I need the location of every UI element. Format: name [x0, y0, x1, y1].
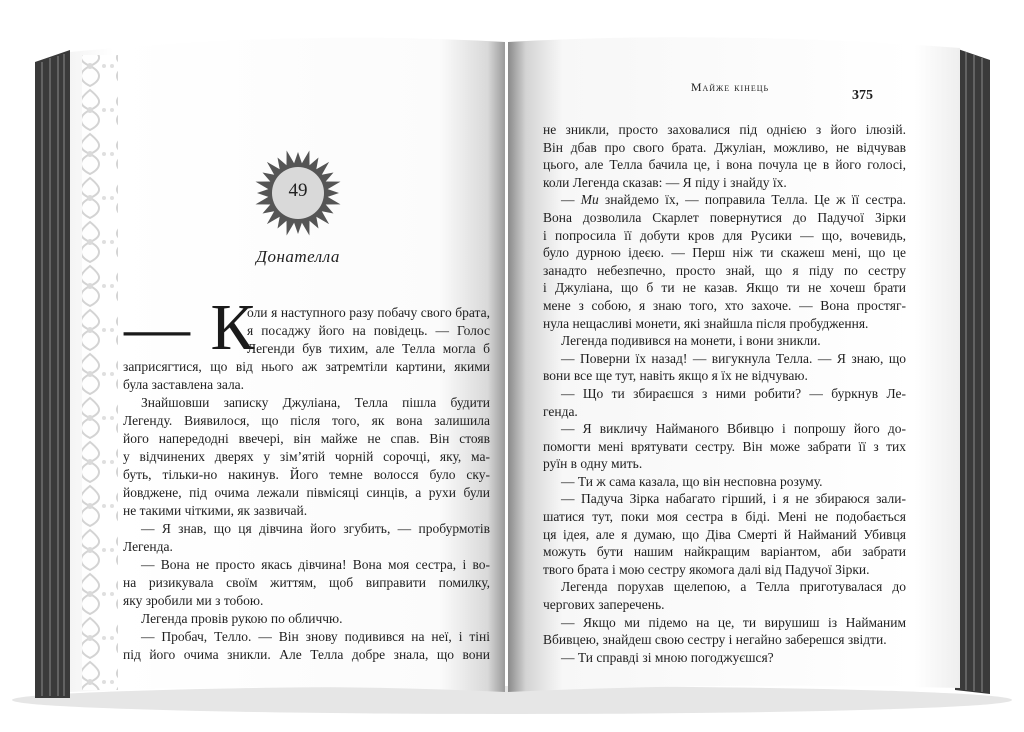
text-line: було дурною ідеєю. — Перш ніж ти скажеш мені, що це: [543, 245, 906, 261]
text-line: мене з собою, я знаю того, хто захоче. — Вона простяг-: [543, 297, 906, 313]
text-line: — Що ти збираєшся з ними робити? — буркнув Ле-: [561, 385, 906, 401]
text-segment: —: [561, 192, 581, 208]
text-line: — Вона не просто якась дівчина! Вона моя сестра, і во-: [141, 557, 490, 572]
left-page-text: [123, 304, 490, 664]
right-page-edges: [955, 48, 990, 694]
emphasis-text: Ми: [580, 192, 599, 208]
text-line: не зникли, просто заховалися під однією з його ілюзій.: [543, 122, 906, 137]
text-line: — Падуча Зірка набагато гірший, і я не збираюся зали-: [561, 491, 906, 507]
left-page-edges: [35, 50, 70, 698]
text-line: — Ти справді зі мною погоджуєшся?: [561, 649, 774, 665]
text-line: заприсягтися, що від нього аж затремтіли картини, якими: [123, 359, 490, 374]
chapter-number: 49: [288, 180, 308, 201]
text-segment: знайдемо їх, — поправила Телла. Це ж її сестра.: [598, 192, 906, 208]
page-number: 375: [852, 88, 873, 103]
text-line: Легенда подивився на монети, і вони зникли.: [561, 333, 821, 349]
right-page-text: [543, 121, 906, 666]
text-line: — Пробач, Телло. — Він знову подивився на неї, і тіні: [141, 629, 490, 644]
text-line: Легенда провів рукою по обличчю.: [141, 611, 343, 626]
text-line: чергових заперечень.: [543, 597, 665, 613]
text-line: — Ти ж сама казала, що він несповна розуму.: [561, 473, 823, 489]
text-line: Легенди був тихим, але Телла могла б: [247, 341, 490, 356]
text-line: оли я наступного разу побачу свого брата,: [247, 305, 490, 320]
text-line: під його очима зникли. Але Телла добре знала, що вони: [123, 647, 490, 662]
text-line: і Джуліана, що б ти не казав. Якщо ти не хочеш брати: [543, 280, 906, 296]
text-line: [543, 191, 906, 209]
text-line: нула нещасливі монети, які знайшла після пробудження.: [543, 315, 869, 331]
text-line: помогти мені врятувати сестру. Він може забрати її з тих: [543, 438, 906, 454]
text-line: — Я знав, що ця дівчина його згубить, — пробурмотів: [141, 521, 490, 536]
text-line: буть, тільки-но накинув. Його темне волосся було ску-: [123, 467, 490, 482]
text-line: занадто небезпечно, просто знай, що я піду по сестру: [543, 262, 906, 278]
text-line: йовджене, під очима лежали півмісяці синців, а рухи були: [123, 485, 490, 500]
text-line: була заставлена зала.: [123, 377, 245, 392]
text-line: я посаджу його на повідець. — Голос: [247, 323, 490, 338]
ornament-strip: [82, 55, 118, 690]
text-line: ця ідея, але я думаю, що Діва Смерті й Найманий Убивця: [543, 526, 906, 542]
text-line: — Якщо ми підемо на це, ти вирушиш із Найманим: [561, 614, 906, 630]
text-line: коли Легенда сказав: — Я піду і знайду їх.: [543, 174, 787, 190]
text-line: у відчинених дверях у зім’ятій чорній сорочці, яку, ма-: [123, 449, 490, 464]
text-line: твого брата і мою сестру якомога далі від Падучої Зірки.: [543, 561, 870, 577]
text-line: яку зробили ми з тобою.: [123, 593, 264, 608]
text-line: можуть бути нашим найкращим варіантом, аби забрати: [543, 544, 906, 560]
text-line: Він дбав про свого брата. Джуліан, можливо, не відчував: [543, 139, 906, 155]
running-head: Майже кінець: [690, 80, 770, 94]
text-line: шатися тут, поки моя сестра в біді. Мені не подобається: [543, 509, 906, 525]
text-line: Легенда порухав щелепою, а Телла приготувалася до: [561, 579, 906, 595]
text-line: генда.: [543, 403, 578, 419]
text-line: — Поверни їх назад! — вигукнула Телла. — Я знаю, що: [561, 350, 906, 366]
text-line: на ризикувала своїм життям, щоб виправити помилку,: [123, 575, 490, 590]
text-line: вони все ще тут, навіть якщо я їх не відчуваю.: [543, 368, 808, 384]
text-line: Вона дозволила Скарлет повернутися до Падучої Зірки: [543, 209, 906, 225]
text-line: його напередодні ввечері, він майже не спав. Він стояв: [123, 431, 490, 446]
text-line: Вбивцею, знайдеш свою сестру і негайно заберешся звідти.: [543, 632, 887, 648]
text-line: не такими чіткими, як зазвичай.: [123, 503, 308, 518]
text-line: Легенду. Виявилося, що після того, як вона залишила: [123, 413, 490, 428]
text-line: Легенда.: [123, 539, 173, 554]
chapter-title: Донателла: [256, 247, 340, 266]
text-line: і попросила її добути кров для Русики — що, вочевидь,: [543, 227, 906, 243]
text-line: Знайшовши записку Джуліана, Телла пішла будити: [141, 395, 490, 410]
drop-cap: — К: [124, 291, 257, 364]
text-line: цього, але Телла бачила це, і вона почула це в його голосі,: [543, 157, 906, 173]
text-line: руїн в одну мить.: [543, 456, 643, 472]
text-line: — Я викличу Найманого Вбивцю і попрошу його до-: [561, 421, 906, 437]
